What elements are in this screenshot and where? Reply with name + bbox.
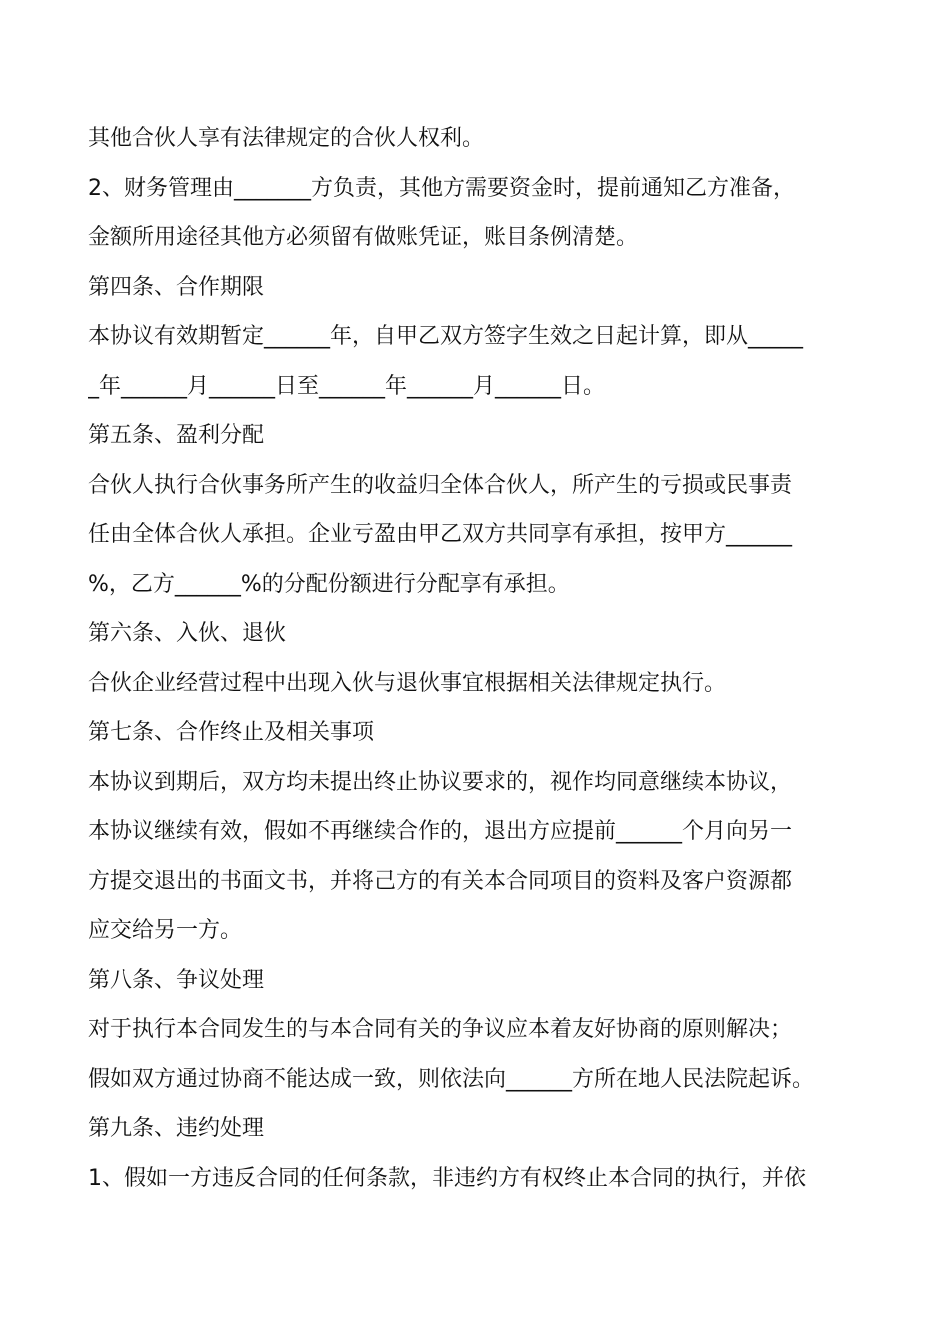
text-line: 本协议有效期暂定______年，自甲乙双方签字生效之日起计算，即从_____ — [88, 324, 804, 349]
text-line: 本协议继续有效，假如不再继续合作的，退出方应提前______个月向另一 — [88, 819, 793, 844]
text-line: 其他合伙人享有法律规定的合伙人权利。 — [88, 126, 485, 151]
section-heading: 第六条、入伙、退伙 — [88, 621, 287, 646]
text-line: 应交给另一方。 — [88, 918, 243, 943]
section-heading: 第八条、争议处理 — [88, 967, 265, 993]
text-line: 本协议到期后，双方均未提出终止协议要求的，视作均同意继续本协议， — [88, 769, 793, 795]
text-line: 方提交退出的书面文书，并将己方的有关本合同项目的资料及客户资源都 — [88, 868, 793, 894]
text-line: %，乙方______%的分配份额进行分配享有承担。 — [88, 571, 570, 597]
text-line: 对于执行本合同发生的与本合同有关的争议应本着友好协商的原则解决； — [88, 1017, 793, 1042]
text-line: 合伙人执行合伙事务所产生的收益归全体合伙人，所产生的亏损或民事责 — [88, 472, 793, 498]
section-heading: 第五条、盈利分配 — [88, 423, 265, 448]
text-line: 2、财务管理由_______方负责，其他方需要资金时，提前通知乙方准备， — [88, 175, 795, 201]
text-line: 任由全体合伙人承担。企业亏盈由甲乙双方共同享有承担，按甲方______ — [88, 522, 793, 547]
text-line: 合伙企业经营过程中出现入伙与退伙事宜根据相关法律规定执行。 — [88, 670, 727, 696]
text-line: _年______月______日至______年______月______日。 — [88, 373, 606, 399]
section-heading: 第七条、合作终止及相关事项 — [88, 720, 375, 745]
text-line: 1、假如一方违反合同的任何条款，非违约方有权终止本合同的执行，并依 — [88, 1165, 806, 1191]
section-heading: 第九条、违约处理 — [88, 1116, 265, 1141]
text-line: 金额所用途径其他方必须留有做账凭证，账目条例清楚。 — [88, 225, 639, 250]
text-line: 假如双方通过协商不能达成一致，则依法向______方所在地人民法院起诉。 — [88, 1066, 815, 1092]
section-heading: 第四条、合作期限 — [88, 274, 265, 300]
document-body — [88, 114, 878, 1203]
